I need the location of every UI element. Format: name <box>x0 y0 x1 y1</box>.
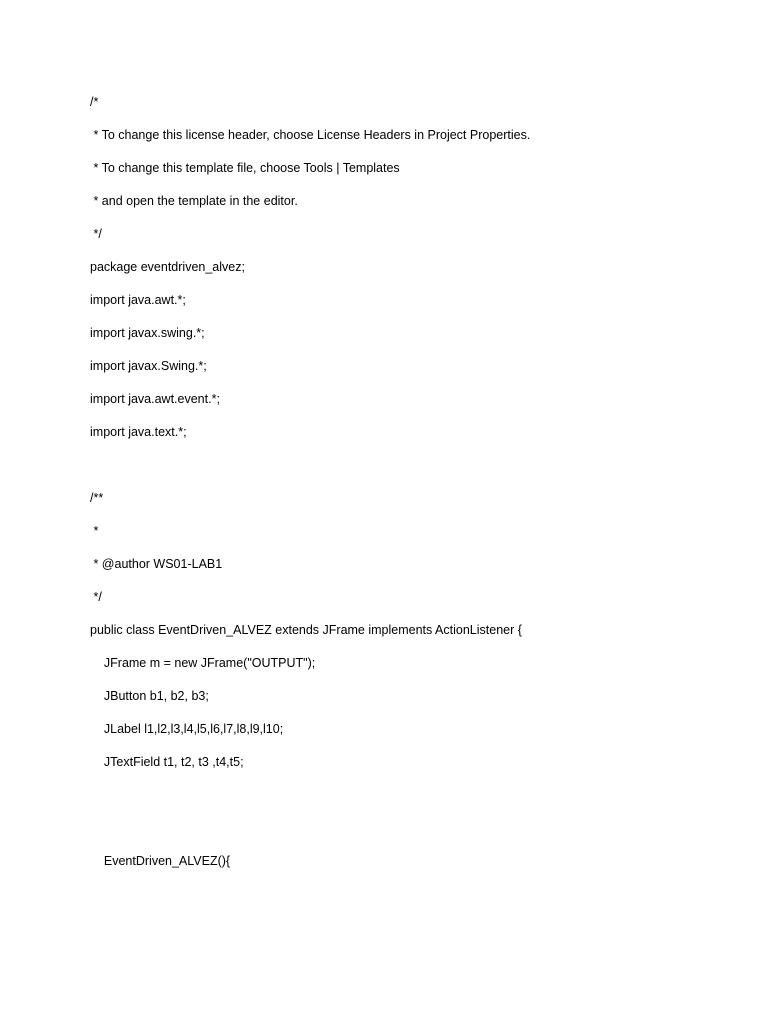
code-line: import java.awt.event.*; <box>90 392 220 406</box>
code-line: /** <box>90 491 104 505</box>
code-line: import javax.Swing.*; <box>90 359 207 373</box>
code-line: public class EventDriven_ALVEZ extends JFrame implements ActionListener { <box>90 623 522 637</box>
code-line: * @author WS01-LAB1 <box>90 557 223 571</box>
code-line: import java.awt.*; <box>90 293 186 307</box>
code-line: import javax.swing.*; <box>90 326 205 340</box>
code-line: import java.text.*; <box>90 425 187 439</box>
code-line: JButton b1, b2, b3; <box>90 689 209 703</box>
code-line: * To change this template file, choose Tools | Templates <box>90 161 400 175</box>
code-line: JFrame m = new JFrame("OUTPUT"); <box>90 656 316 670</box>
code-line: package eventdriven_alvez; <box>90 260 245 274</box>
code-line: JLabel l1,l2,l3,l4,l5,l6,l7,l8,l9,l10; <box>90 722 284 736</box>
code-line: /* <box>90 95 99 109</box>
code-line: EventDriven_ALVEZ(){ <box>90 854 231 868</box>
code-line: JTextField t1, t2, t3 ,t4,t5; <box>90 755 244 769</box>
code-line: * and open the template in the editor. <box>90 194 298 208</box>
code-line: * <box>90 524 99 538</box>
code-line: */ <box>90 227 102 241</box>
code-line: * To change this license header, choose License Headers in Project Properties. <box>90 128 531 142</box>
code-line: */ <box>90 590 102 604</box>
